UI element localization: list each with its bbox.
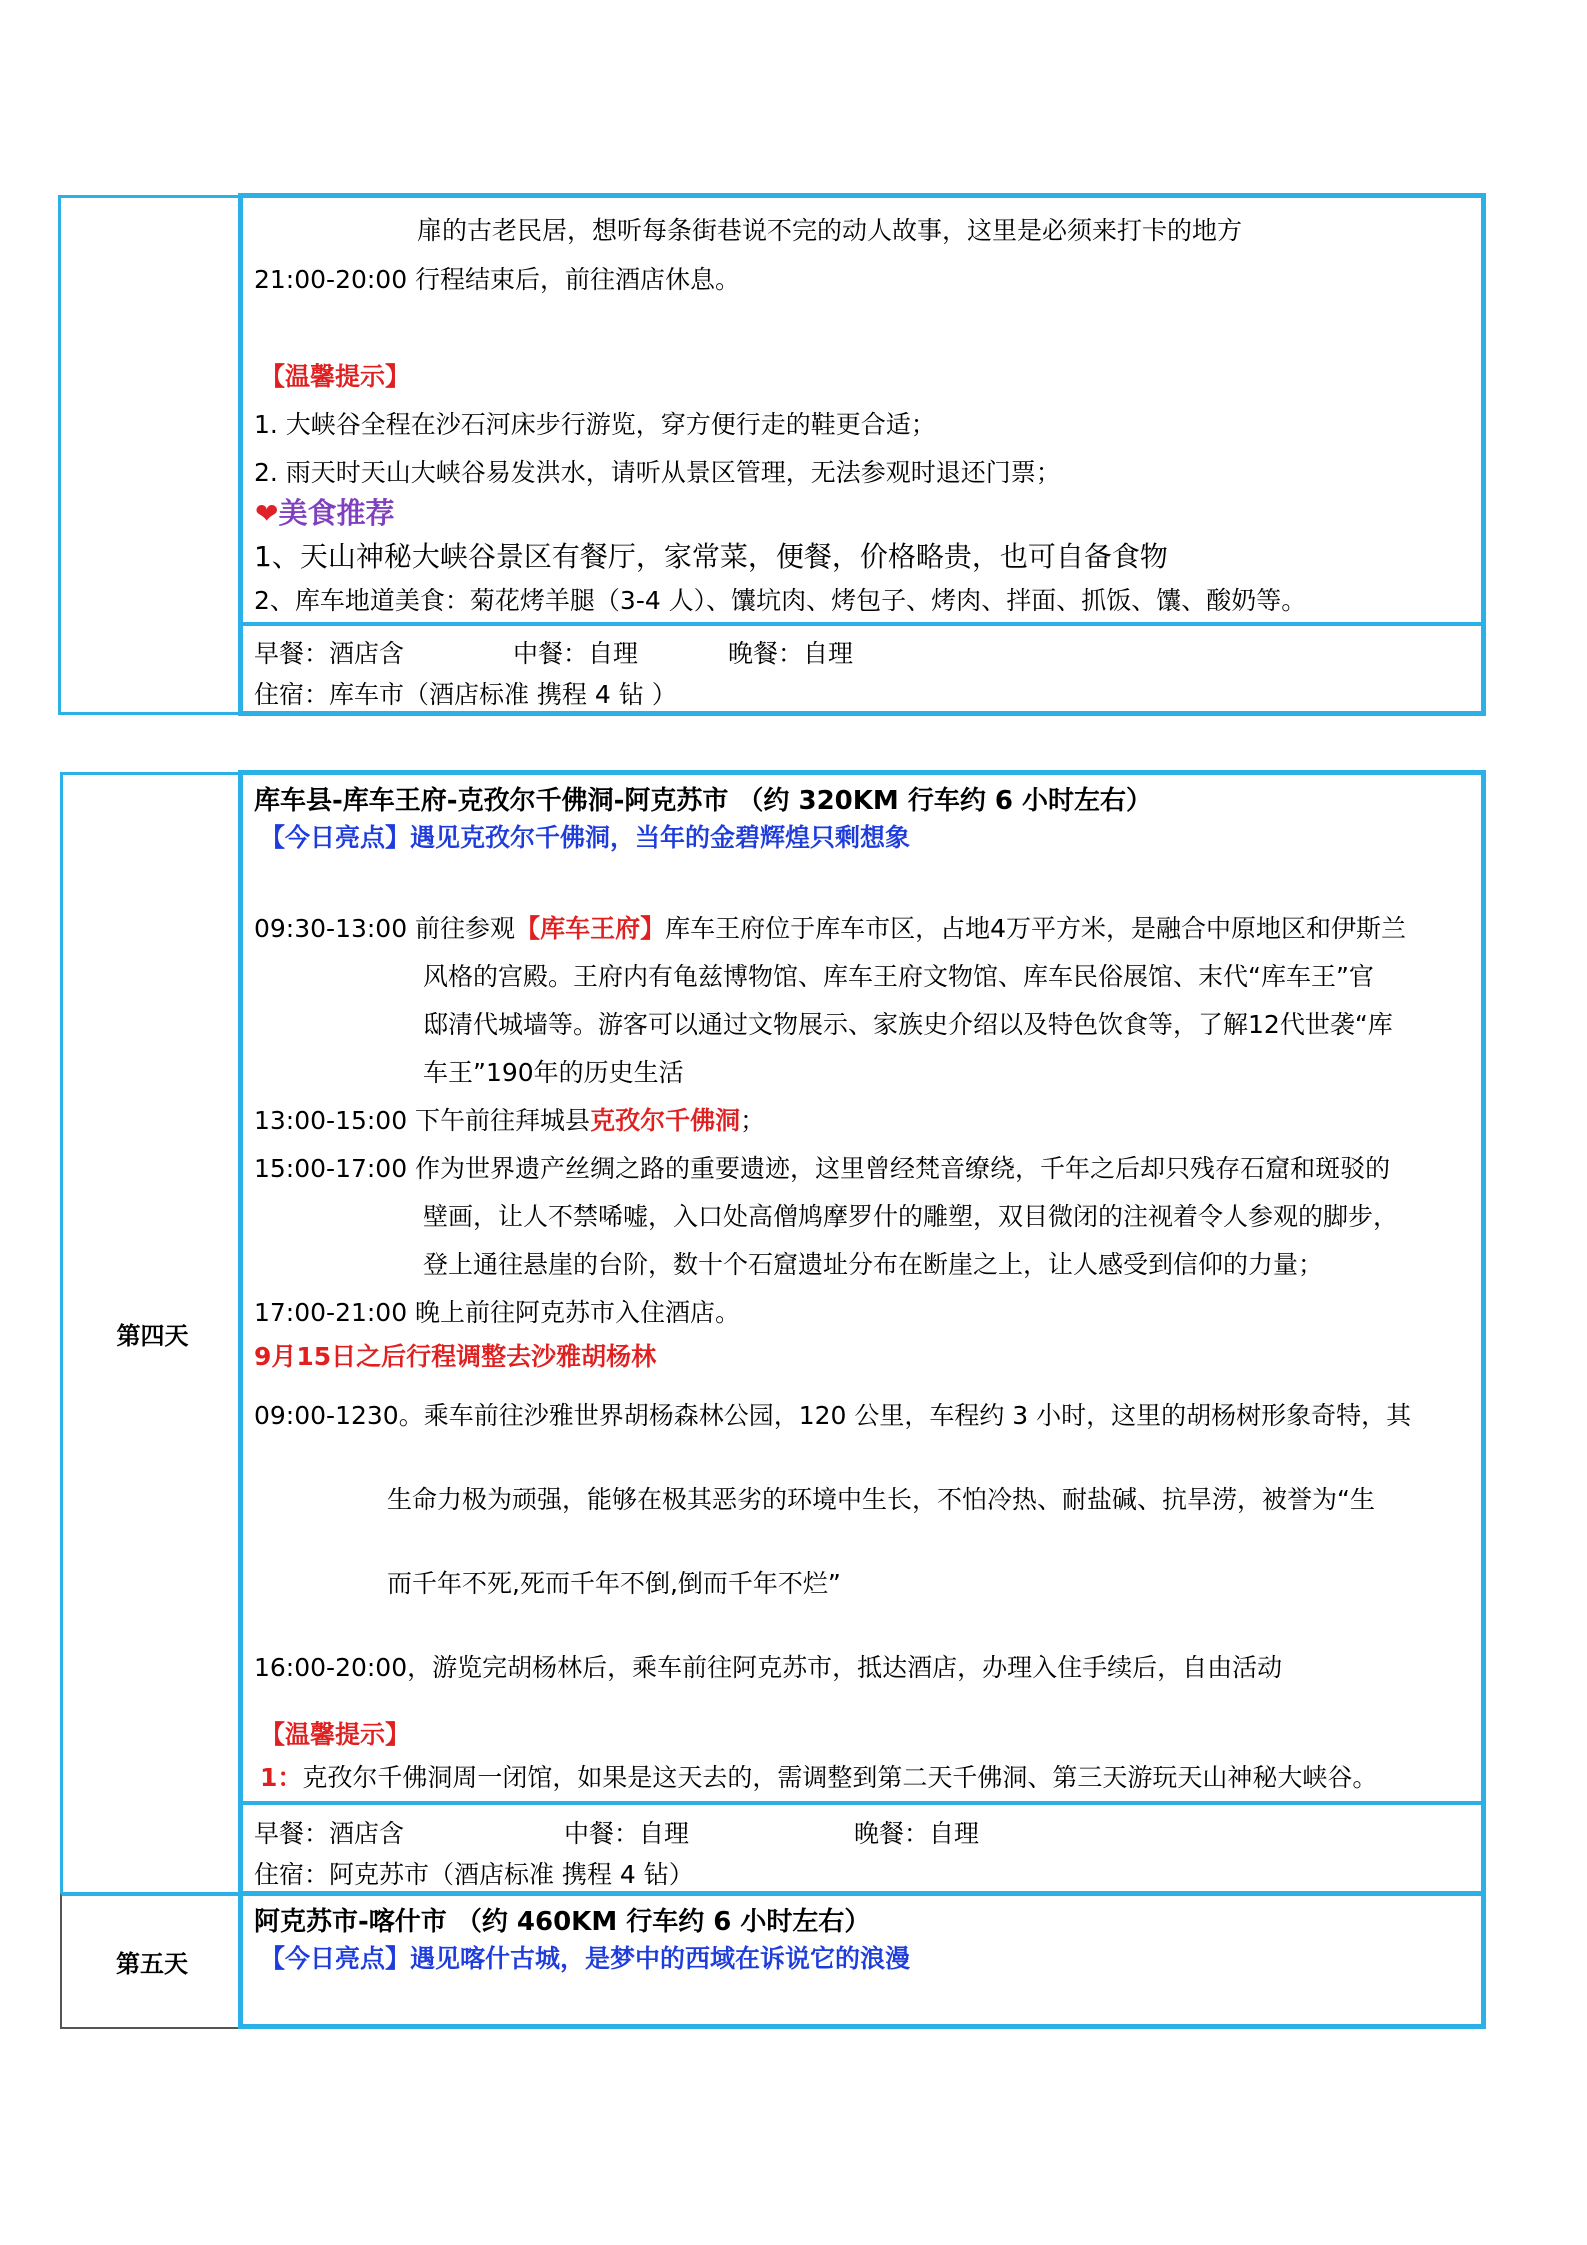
day3-lunch: 中餐：自理 [513, 639, 639, 668]
day4-it1-cont-3: 车王”190年的历史生活 [423, 1058, 684, 1087]
day4-it5-line-3: 而千年不死,死而千年不倒,倒而千年不烂” [387, 1569, 841, 1598]
day4-tip-num: 1： [260, 1763, 303, 1792]
day3-food-2: 2、库车地道美食：菊花烤羊腿（3-4 人）、馕坑肉、烤包子、烤肉、拌面、抓饭、馕、酸奶等。 [254, 586, 1307, 615]
day4-it2-pre: 13:00-15:00 下午前往拜城县 [254, 1106, 591, 1135]
day4-it3-line-1: 15:00-17:00 作为世界遗产丝绸之路的重要遗迹，这里曾经梵音缭绕，千年之后却只残存石窟和斑驳的 [254, 1154, 1391, 1183]
day4-it5-line-2: 生命力极为顽强，能够在极其恶劣的环境中生长，不怕冷热、耐盐碱、抗旱涝，被誉为“生 [387, 1485, 1375, 1514]
day3-food-heading [255, 494, 394, 534]
day3-dinner: 晚餐：自理 [728, 639, 854, 668]
day4-it2-post: ； [740, 1106, 766, 1135]
day3-breakfast: 早餐：酒店含 [254, 639, 405, 668]
day5-highlight: 【今日亮点】遇见喀什古城，是梦中的西域在诉说它的浪漫 [260, 1944, 911, 1973]
day3-food-1: 1、天山神秘大峡谷景区有餐厅，家常菜，便餐，价格略贵，也可自备食物 [254, 540, 1168, 573]
day4-it6: 16:00-20:00，游览完胡杨林后，乘车前往阿克苏市，抵达酒店，办理入住手续后，自由活动 [254, 1653, 1283, 1682]
day4-highlight: 【今日亮点】遇见克孜尔千佛洞，当年的金碧辉煌只剩想象 [260, 823, 911, 852]
day4-it2-place: 克孜尔千佛洞 [590, 1106, 741, 1135]
day3-line-2: 21:00-20:00 行程结束后，前往酒店休息。 [254, 265, 741, 294]
day3-line-1: 扉的古老民居，想听每条街巷说不完的动人故事，这里是必须来打卡的地方 [417, 216, 1243, 245]
day4-it1-place: 【库车王府】 [515, 914, 666, 943]
day4-it3-line-3: 登上通往悬崖的台阶，数十个石窟遗址分布在断崖之上，让人感受到信仰的力量； [423, 1250, 1324, 1279]
day4-meals-divider [243, 1801, 1481, 1805]
day3-tips-title: 【温馨提示】 [260, 362, 411, 391]
day4-dinner: 晚餐：自理 [854, 1819, 980, 1848]
day3-label-cell [58, 195, 240, 715]
day4-content-cell [238, 770, 1486, 1896]
day4-it1-cont-1: 风格的宫殿。王府内有龟兹博物馆、库车王府文物馆、库车民俗展馆、末代“库车王”官 [423, 962, 1374, 991]
day3-tip-1: 1. 大峡谷全程在沙石河床步行游览，穿方便行走的鞋更合适； [254, 410, 936, 439]
heart-icon: ❤ [255, 497, 279, 530]
day5-label-cell [60, 1893, 242, 2029]
day4-breakfast: 早餐：酒店含 [254, 1819, 405, 1848]
day4-it1-time: 09:30-13:00 前往参观 [254, 914, 516, 943]
day4-it1-text: 库车王府位于库车市区，占地4万平方米，是融合中原地区和伊斯兰 [665, 914, 1406, 943]
day5-title: 阿克苏市-喀什市 （约 460KM 行车约 6 小时左右） [254, 1907, 871, 1937]
day4-label-cell [60, 772, 242, 1895]
day4-label: 第四天 [116, 1322, 189, 1350]
day4-it3-line-2: 壁画，让人不禁唏嘘，入口处高僧鸠摩罗什的雕塑，双目微闭的注视着令人参观的脚步， [423, 1202, 1399, 1231]
day4-itinerary-2 [254, 1105, 765, 1137]
day4-stay: 住宿：阿克苏市（酒店标准 携程 4 钻） [254, 1860, 694, 1889]
day3-content-cell [238, 193, 1486, 716]
day4-it5-line-1: 09:00-1230。乘车前往沙雅世界胡杨森林公园，120 公里，车程约 3 小时，这里的胡杨树形象奇特，其 [254, 1401, 1412, 1430]
day4-it4: 17:00-21:00 晚上前往阿克苏市入住酒店。 [254, 1298, 741, 1327]
day3-tip-2: 2. 雨天时天山大峡谷易发洪水，请听从景区管理，无法参观时退还门票； [254, 458, 1061, 487]
day5-label: 第五天 [116, 1950, 188, 1978]
day4-title: 库车县-库车王府-克孜尔千佛洞-阿克苏市 （约 320KM 行车约 6 小时左右） [254, 786, 1153, 816]
day4-lunch: 中餐：自理 [564, 1819, 690, 1848]
day4-tip-text: 克孜尔千佛洞周一闭馆，如果是这天去的，需调整到第二天千佛洞、第三天游玩天山神秘大峡谷。 [302, 1763, 1378, 1792]
day4-tips-title: 【温馨提示】 [260, 1720, 411, 1749]
day4-tip-1 [260, 1762, 1377, 1794]
day4-it1-cont-2: 邸清代城墙等。游客可以通过文物展示、家族史介绍以及特色饮食等，了解12代世袭“库 [423, 1010, 1393, 1039]
day3-meals-divider [243, 622, 1481, 626]
day3-food-title: 美食推荐 [278, 496, 395, 530]
day3-stay: 住宿：库车市（酒店标准 携程 4 钻 ） [254, 680, 677, 709]
day5-content-cell [238, 1891, 1486, 2029]
day4-adjust-notice: 9月15日之后行程调整去沙雅胡杨林 [254, 1342, 657, 1371]
day4-itinerary-1 [254, 913, 1406, 945]
